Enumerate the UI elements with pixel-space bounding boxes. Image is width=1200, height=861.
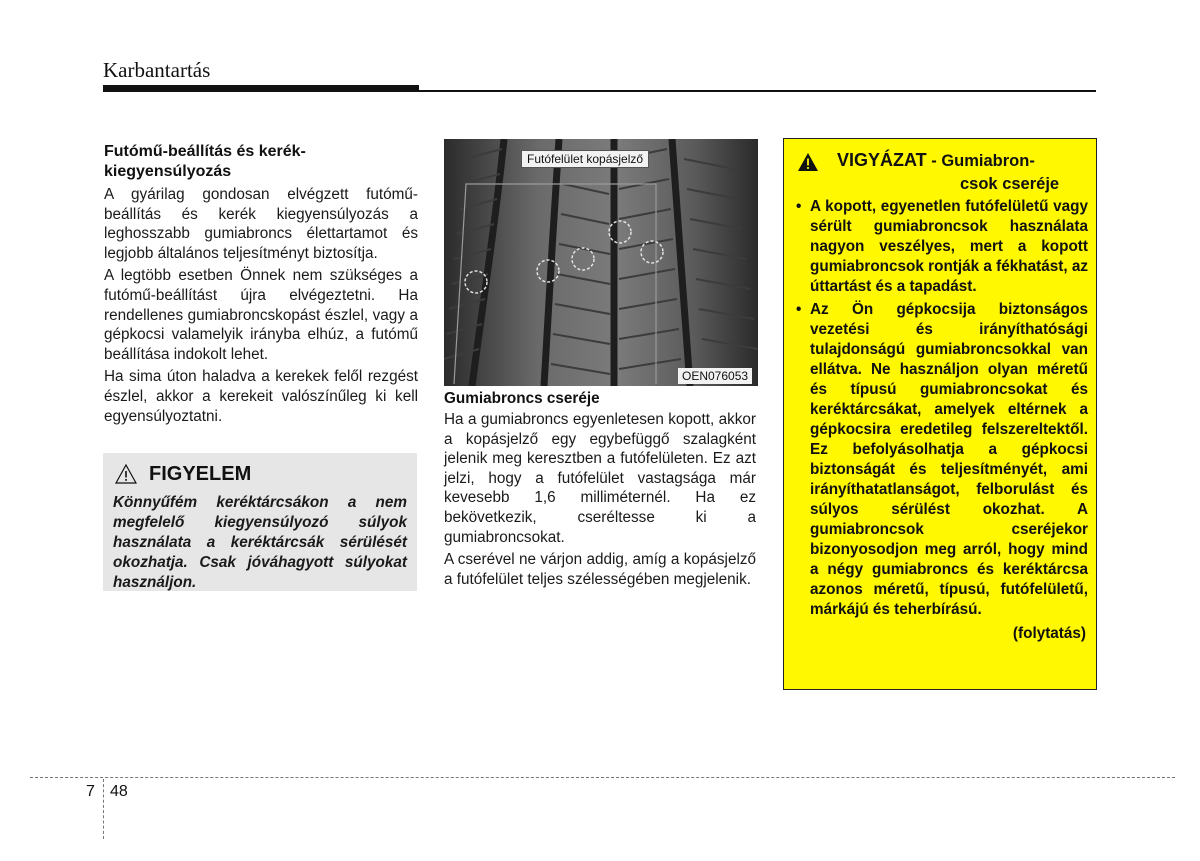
- warning-title-line2: csok cseréje: [960, 175, 1060, 193]
- notice-text: Könnyűfém keréktárcsákon a nem megfelelő kiegyensúlyozó súlyok használata a keréktárcsák sérülését okozhatja. Csak jóváhagyott súlyokat használjon.: [113, 494, 407, 591]
- warning-item: [794, 300, 1088, 620]
- notice-title: FIGYELEM: [149, 462, 252, 485]
- figure-code: OEN076053: [678, 368, 752, 384]
- alignment-heading: Futómű-beállítás és kerék- kiegyensúlyozás: [104, 143, 306, 180]
- warning-item-text: A kopott, egyenetlen futófelületű vagy sérült gumiabroncsok használata nagyon veszélyes, mert a kopott gumiabroncsok rontják a fékhatást, az úttartást és a tapadást.: [810, 198, 1088, 295]
- notice-header: [113, 461, 407, 487]
- tire-tread-photo: [444, 139, 758, 386]
- tire-replacement-heading: Gumiabroncs cseréje: [444, 390, 600, 407]
- alignment-paragraph-3: Ha sima úton haladva a kerekek felől rezgést észlel, akkor a kerekeit valószínűleg ki kell egyensúlyoztatni.: [104, 368, 418, 425]
- warning-box: [783, 138, 1097, 690]
- bullet: •: [796, 301, 802, 318]
- warning-header: [794, 149, 1088, 197]
- page-number: 48: [110, 783, 128, 800]
- tire-replacement-paragraph-2: A cserével ne várjon addig, amíg a kopásjelző a futófelület teljes szélességében megjelenik.: [444, 551, 756, 588]
- tread-wear-indicator-label: Futófelület kopásjelző: [521, 150, 649, 168]
- bullet: •: [796, 198, 802, 215]
- warning-title-sub: - Gumiabron-: [926, 152, 1035, 170]
- page-header-title: Karbantartás: [103, 58, 211, 82]
- middle-column: [444, 389, 756, 592]
- left-column: [104, 142, 418, 429]
- warning-title: [837, 149, 1035, 172]
- tire-replacement-paragraph-1: Ha a gumiabroncs egyenletesen kopott, akkor a kopásjelző egy egybefüggő szalagként jelenik meg keresztben a futófelületen. Ez azt jelzi, hogy a futófelület vastagsága már kevesebb 1,6 milliméternél. Ha ez bekövetkezik, cseréltesse ki a gumiabroncsokat.: [444, 411, 756, 546]
- warning-item: [794, 197, 1088, 297]
- notice-box: [103, 453, 417, 591]
- continued-label: (folytatás): [1012, 625, 1086, 642]
- warning-item-text: Az Ön gépkocsija biztonságos vezetési és irányíthatósági tulajdonságú gumiabroncsokkal van ellátva. Ne használjon olyan méretű és típusú gumiabroncsokat és keréktárcsákat, amelyek eltérnek a gépkocsira eredetileg felszereltektől. Ez befolyásolhatja a gépkocsi biztonságát és teljesítményét, ami irányíthatatlanságot, felborulást és súlyos sérülést okozhat. A gumiabroncsok cseréjekor bizonyosodjon meg arról, hogy mind a négy gumiabroncs és keréktárcsa azonos méretű, típusú, futófelületű, márkájú és teherbírású.: [810, 301, 1088, 618]
- warning-triangle-icon: [797, 152, 819, 172]
- alignment-paragraph-1: A gyárilag gondosan elvégzett futómű-beállítás és kerék kiegyensúlyozás a leghosszabb gumiabroncs élettartamot és legjobb általános teljesítményt biztosítja.: [104, 186, 418, 262]
- footer-dashed-rule: [30, 777, 1175, 778]
- alignment-paragraph-2: A legtöbb esetben Önnek nem szükséges a futómű-beállítást újra elvégeztetni. Ha rendellenes gumiabroncskopást észlel, vagy a gépkocsi valamelyik irányba elhúz, a futómű beállítása indokolt lehet.: [104, 267, 418, 363]
- warning-title-main: VIGYÁZAT: [837, 150, 927, 170]
- chapter-number: 7: [86, 783, 95, 800]
- caution-triangle-icon: [115, 464, 137, 484]
- header-rule-thick: [103, 85, 419, 92]
- footer-dashed-divider: [103, 779, 104, 839]
- header-rule-thin: [419, 90, 1096, 92]
